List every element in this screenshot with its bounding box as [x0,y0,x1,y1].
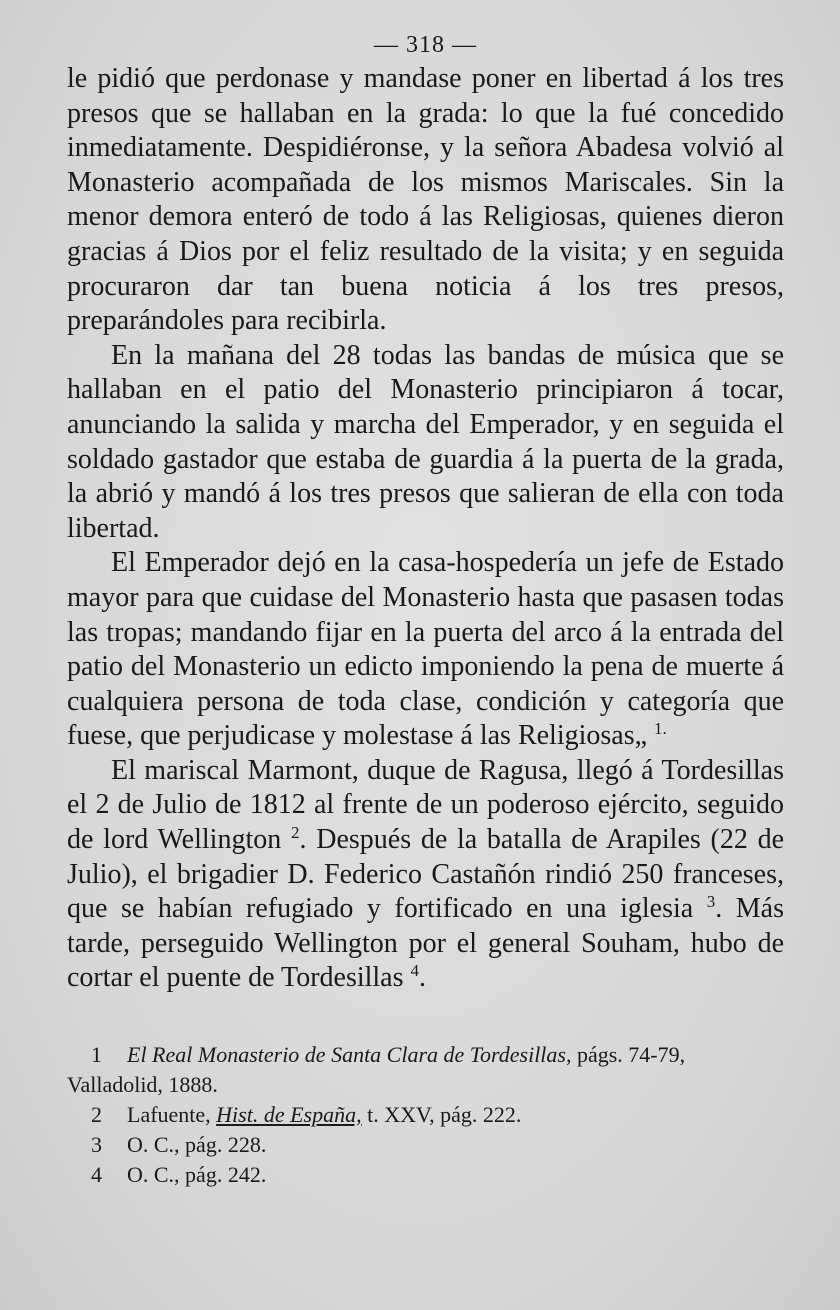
footnote-text: O. C., pág. 228. [127,1132,267,1158]
footnote-1 [67,1040,784,1100]
footnote-ref-3: 3 [706,892,716,912]
footnote-text: O. C., pág. 242. [127,1162,267,1188]
paragraph-1: le pidió que perdonase y mandase poner en libertad á los tres presos que se hallaban en la grada: lo que la fué concedido inmediatamente. Despidiéronse, y la señora Abadesa volvió al Monasterio acompañada de los mismos Mariscales. Sin la menor demora enteró de todo á las Religiosas, quienes dieron gracias á Dios por el feliz resultado de la visita; y en seguida procuraron dar tan buena noticia á los tres presos, preparándoles para recibirla. [67,63,784,337]
page-number: — 318 — [374,32,477,58]
footnote-title: El Real Monasterio de Santa Clara de Tordesillas, [127,1042,572,1068]
footnote-ref-4: 4 [410,961,420,981]
footnote-3 [67,1130,784,1160]
footnote-2 [67,1100,784,1130]
paragraph-4-part-2: . Después de la batalla de Arapiles (22 de Julio), el brigadier D. Federico Castañón rindió 250 franceses, que se habían refugiado y fortificado en una iglesia [67,824,784,925]
footnote-number: 2 [91,1102,102,1128]
footnote-title: Hist. de España, [216,1102,362,1128]
paragraph-3-text: El Emperador dejó en la casa-hospedería un jefe de Estado mayor para que cuidase del Monasterio hasta que pasasen todas las tropas; mandando fijar en la puerta del arco á la entrada del patio del Monasterio un edicto imponiendo la pena de muerte á cualquiera persona de toda clase, condición y categoría que fuese, que perjudicase y molestase á las Religiosas„ [67,547,784,752]
footnote-text: t. XXV, pág. 222. [361,1102,522,1128]
footnote-number: 3 [91,1132,102,1158]
footnote-ref-1: 1. [654,719,667,739]
footnote-number: 4 [91,1162,102,1188]
body-text [67,62,784,996]
footnotes [67,1040,784,1190]
paragraph-3 [67,546,784,754]
paragraph-4-part-1: El mariscal Marmont, duque de Ragusa, llegó á Tordesillas el 2 de Julio de 1812 al frente de un poderoso ejército, seguido de lord Wellington [67,754,784,856]
footnote-number: 1 [91,1042,102,1068]
footnote-4 [67,1160,784,1190]
footnote-author: Lafuente, [127,1102,211,1128]
footnote-text: págs. 74-79, Valladolid, 1888. [67,1042,686,1098]
paragraph-4-part-4: . [419,962,427,994]
paragraph-4-part-3: . Más tarde, perseguido Wellington por el general Souham, hubo de cortar el puente de Tordesillas [67,893,785,994]
paragraph-2: En la mañana del 28 todas las bandas de música que se hallaban en el patio del Monasterio principiaron á tocar, anunciando la salida y marcha del Emperador, y en seguida el soldado gastador que estaba de guardia á la puerta de la grada, la abrió y mandó á los tres presos que salieran de ella con toda libertad. [67,339,784,544]
footnote-ref-2: 2 [290,823,300,843]
paragraph-4 [67,754,784,996]
